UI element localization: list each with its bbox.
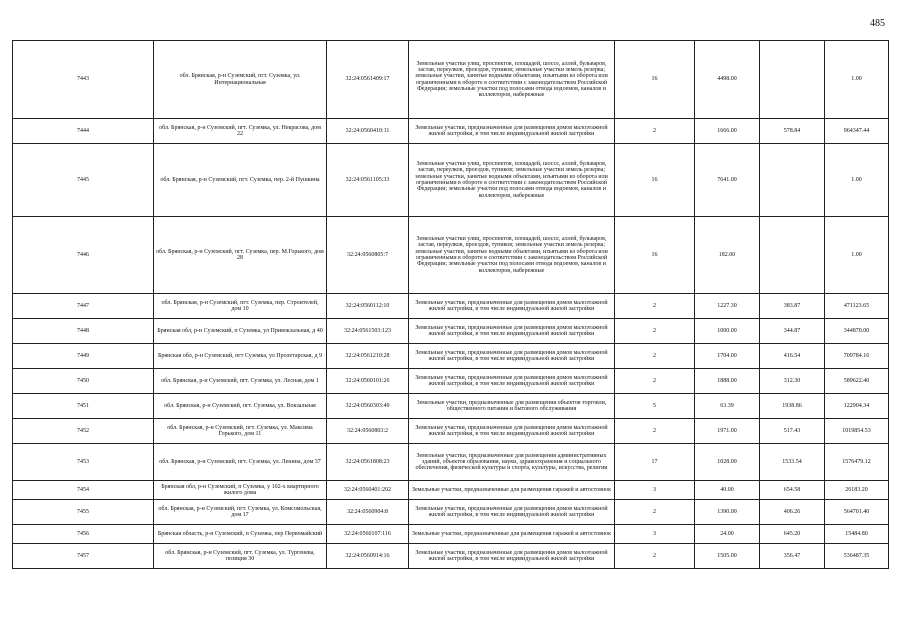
cadastral-cost-cell: 1.00 — [825, 41, 889, 119]
address-cell: обл. Брянская, р-н Суземский, пгт. Суземка, ул. Лесная, дом 1 — [154, 369, 327, 394]
table-row — [13, 217, 889, 294]
cadastral-number-cell: 32:24:0560401:202 — [327, 481, 409, 500]
address-cell: обл. Брянская, р-н Суземский, пгт. Суземка, ул. Вокзальная — [154, 394, 327, 419]
land-use-cell: Земельные участки, предназначенные для размещения гаражей и автостоянок — [409, 525, 615, 544]
row-number: 7443 — [13, 41, 154, 119]
usage-group-cell: 2 — [615, 119, 695, 144]
table-row — [13, 344, 889, 369]
specific-cost-cell: 1533.54 — [760, 444, 825, 481]
specific-cost-cell: 383.87 — [760, 294, 825, 319]
specific-cost-cell — [760, 144, 825, 217]
usage-group-cell: 2 — [615, 500, 695, 525]
cadastral-register-table — [12, 40, 889, 569]
specific-cost-cell: 406.26 — [760, 500, 825, 525]
address-cell: Брянская обл, р-н Суземский, пгт Суземка, ул Пролетарская, д 9 — [154, 344, 327, 369]
cadastral-cost-cell: 589622.40 — [825, 369, 889, 394]
address-cell: обл. Брянская, р-н Суземский, пгт. Суземка, пер. Строителей, дом 10 — [154, 294, 327, 319]
table-row — [13, 419, 889, 444]
area-cell: 1390.00 — [695, 500, 760, 525]
specific-cost-cell: 416.54 — [760, 344, 825, 369]
usage-group-cell: 2 — [615, 344, 695, 369]
address-cell: Брянская обл, р-н Суземский, п Суземка, у 102-х квартирного жилого дома — [154, 481, 327, 500]
specific-cost-cell — [760, 217, 825, 294]
area-cell: 63.39 — [695, 394, 760, 419]
area-cell: 1028.00 — [695, 444, 760, 481]
address-cell: обл. Брянская, р-н Суземский, пгт. Суземка, ул. Комсомольская, дом 17 — [154, 500, 327, 525]
cadastral-cost-cell: 709784.16 — [825, 344, 889, 369]
land-use-cell: Земельные участки улиц, проспектов, площадей, шоссе, аллей, бульваров, застав, переулков, проездов, тупиков; земельные участки земель резерва; земельные участки, занятые водными объектами, изъятыми из оборота или ограниченными в обороте в соответствии с законодательством Российской Федерации; земельные участки под полосами отвода водоемов, каналов и коллекторов, набережные — [409, 217, 615, 294]
usage-group-cell: 3 — [615, 525, 695, 544]
land-use-cell: Земельные участки, предназначенные для размещения домов малоэтажной жилой застройки, в том числе индивидуальной жилой застройки — [409, 500, 615, 525]
usage-group-cell: 16 — [615, 41, 695, 119]
usage-group-cell: 16 — [615, 144, 695, 217]
land-use-cell: Земельные участки, предназначенные для размещения домов малоэтажной жилой застройки, в том числе индивидуальной жилой застройки — [409, 119, 615, 144]
table-row — [13, 481, 889, 500]
address-cell: обл. Брянская, р-н Суземский, пгт. Суземка, ул. Тургенева, позиция 30 — [154, 544, 327, 569]
cadastral-number-cell: 32:24:0560107:116 — [327, 525, 409, 544]
row-number: 7456 — [13, 525, 154, 544]
cadastral-cost-cell: 1.00 — [825, 217, 889, 294]
cadastral-number-cell: 32:24:0561503:123 — [327, 319, 409, 344]
land-use-cell: Земельные участки, предназначенные для размещения домов малоэтажной жилой застройки, в том числе индивидуальной жилой застройки — [409, 419, 615, 444]
address-cell: обл. Брянская, р-н Суземский, пгт. Суземка, ул. Максима Горького, дом 11 — [154, 419, 327, 444]
cadastral-number-cell: 32:24:0561808:23 — [327, 444, 409, 481]
table-row — [13, 444, 889, 481]
area-cell: 4498.00 — [695, 41, 760, 119]
specific-cost-cell: 344.87 — [760, 319, 825, 344]
land-use-cell: Земельные участки, предназначенные для размещения домов малоэтажной жилой застройки, в том числе индивидуальной жилой застройки — [409, 344, 615, 369]
usage-group-cell: 2 — [615, 419, 695, 444]
land-use-cell: Земельные участки, предназначенные для размещения гаражей и автостоянок — [409, 481, 615, 500]
row-number: 7453 — [13, 444, 154, 481]
specific-cost-cell: 1938.86 — [760, 394, 825, 419]
row-number: 7450 — [13, 369, 154, 394]
cadastral-number-cell: 32:24:0560805:7 — [327, 217, 409, 294]
area-cell: 1666.00 — [695, 119, 760, 144]
specific-cost-cell: 578.84 — [760, 119, 825, 144]
specific-cost-cell: 645.20 — [760, 525, 825, 544]
row-number: 7447 — [13, 294, 154, 319]
row-number: 7448 — [13, 319, 154, 344]
specific-cost-cell — [760, 41, 825, 119]
address-cell: Брянская область, р-н Суземский, п Суземка, пер Первомайский — [154, 525, 327, 544]
address-cell: обл. Брянская, р-н Суземский, пгт. Суземка, ул. Ленина, дом 37 — [154, 444, 327, 481]
cadastral-cost-cell: 344870.00 — [825, 319, 889, 344]
cadastral-cost-cell: 15484.80 — [825, 525, 889, 544]
row-number: 7446 — [13, 217, 154, 294]
land-use-cell: Земельные участки, предназначенные для размещения домов малоэтажной жилой застройки, в том числе индивидуальной жилой застройки — [409, 369, 615, 394]
area-cell: 182.00 — [695, 217, 760, 294]
specific-cost-cell: 312.30 — [760, 369, 825, 394]
cadastral-cost-cell: 964347.44 — [825, 119, 889, 144]
address-cell: обл. Брянская, р-н Суземский, пгт. Суземка, ул. Интернациональная — [154, 41, 327, 119]
specific-cost-cell: 356.47 — [760, 544, 825, 569]
cadastral-number-cell: 32:24:0561210:28 — [327, 344, 409, 369]
cadastral-number-cell: 32:24:0560803:2 — [327, 419, 409, 444]
specific-cost-cell: 654.58 — [760, 481, 825, 500]
specific-cost-cell: 517.43 — [760, 419, 825, 444]
row-number: 7457 — [13, 544, 154, 569]
table-row — [13, 544, 889, 569]
page-number: 485 — [870, 18, 885, 29]
cadastral-cost-cell: 1.00 — [825, 144, 889, 217]
area-cell: 1505.00 — [695, 544, 760, 569]
area-cell: 1888.00 — [695, 369, 760, 394]
cadastral-cost-cell: 536487.35 — [825, 544, 889, 569]
table-body — [13, 41, 889, 569]
cadastral-cost-cell: 471123.65 — [825, 294, 889, 319]
cadastral-number-cell: 32:24:0561409:17 — [327, 41, 409, 119]
row-number: 7444 — [13, 119, 154, 144]
land-use-cell: Земельные участки, предназначенные для размещения домов малоэтажной жилой застройки, в том числе индивидуальной жилой застройки — [409, 294, 615, 319]
usage-group-cell: 2 — [615, 319, 695, 344]
cadastral-cost-cell: 122904.34 — [825, 394, 889, 419]
land-use-cell: Земельные участки, предназначенные для размещения административных зданий, объектов образования, науки, здравоохранения и социального обеспечения, физической культуры и спорта, культуры, искусства, религии — [409, 444, 615, 481]
table-row — [13, 294, 889, 319]
cadastral-number-cell: 32:24:0560303:49 — [327, 394, 409, 419]
area-cell: 40.00 — [695, 481, 760, 500]
cadastral-cost-cell: 1019854.53 — [825, 419, 889, 444]
usage-group-cell: 2 — [615, 544, 695, 569]
row-number: 7445 — [13, 144, 154, 217]
area-cell: 24.00 — [695, 525, 760, 544]
area-cell: 1971.00 — [695, 419, 760, 444]
address-cell: обл. Брянская, р-н Суземский, пгт. Суземка, пер. 2-й Пушкина — [154, 144, 327, 217]
cadastral-number-cell: 32:24:0560904:8 — [327, 500, 409, 525]
cadastral-number-cell: 32:24:0561105:33 — [327, 144, 409, 217]
cadastral-cost-cell: 26183.20 — [825, 481, 889, 500]
table-row — [13, 525, 889, 544]
usage-group-cell: 2 — [615, 294, 695, 319]
table-row — [13, 319, 889, 344]
land-use-cell: Земельные участки, предназначенные для размещения домов малоэтажной жилой застройки, в том числе индивидуальной жилой застройки — [409, 319, 615, 344]
address-cell: обл. Брянская, р-н Суземский, пгт. Суземка, пер. М.Горького, дом 28 — [154, 217, 327, 294]
land-use-cell: Земельные участки, предназначенные для размещения домов малоэтажной жилой застройки, в том числе индивидуальной жилой застройки — [409, 544, 615, 569]
cadastral-number-cell: 32:24:0560914:16 — [327, 544, 409, 569]
land-use-cell: Земельные участки улиц, проспектов, площадей, шоссе, аллей, бульваров, застав, переулков, проездов, тупиков; земельные участки земель резерва; земельные участки, занятые водными объектами, изъятыми из оборота или ограниченными в обороте в соответствии с законодательством Российской Федерации; земельные участки под полосами отвода водоемов, каналов и коллекторов, набережные — [409, 144, 615, 217]
address-cell: обл. Брянская, р-н Суземский, пгт. Суземка, ул. Некрасова, дом 22 — [154, 119, 327, 144]
table-row — [13, 369, 889, 394]
row-number: 7454 — [13, 481, 154, 500]
cadastral-number-cell: 32:24:0560101:26 — [327, 369, 409, 394]
usage-group-cell: 2 — [615, 369, 695, 394]
table-row — [13, 144, 889, 217]
area-cell: 7641.00 — [695, 144, 760, 217]
land-use-cell: Земельные участки улиц, проспектов, площадей, шоссе, аллей, бульваров, застав, переулков, проездов, тупиков; земельные участки земель резерва; земельные участки, занятые водными объектами, изъятыми из оборота или ограниченными в обороте в соответствии с законодательством Российской Федерации; земельные участки под полосами отвода водоемов, каналов и коллекторов, набережные — [409, 41, 615, 119]
row-number: 7449 — [13, 344, 154, 369]
row-number: 7452 — [13, 419, 154, 444]
cadastral-cost-cell: 1576479.12 — [825, 444, 889, 481]
table-row — [13, 119, 889, 144]
cadastral-number-cell: 32:24:0560410:11 — [327, 119, 409, 144]
usage-group-cell: 17 — [615, 444, 695, 481]
address-cell: Брянская обл, р-н Суземский, п Суземка, ул Привокзальная, д 40 — [154, 319, 327, 344]
area-cell: 1000.00 — [695, 319, 760, 344]
area-cell: 1704.00 — [695, 344, 760, 369]
area-cell: 1227.30 — [695, 294, 760, 319]
table-row — [13, 500, 889, 525]
row-number: 7455 — [13, 500, 154, 525]
usage-group-cell: 16 — [615, 217, 695, 294]
land-use-cell: Земельные участки, предназначенные для размещения объектов торговли, общественного питания и бытового обслуживания — [409, 394, 615, 419]
usage-group-cell: 5 — [615, 394, 695, 419]
usage-group-cell: 3 — [615, 481, 695, 500]
table-row — [13, 41, 889, 119]
row-number: 7451 — [13, 394, 154, 419]
cadastral-number-cell: 32:24:0560112:10 — [327, 294, 409, 319]
table-row — [13, 394, 889, 419]
cadastral-cost-cell: 564701.40 — [825, 500, 889, 525]
